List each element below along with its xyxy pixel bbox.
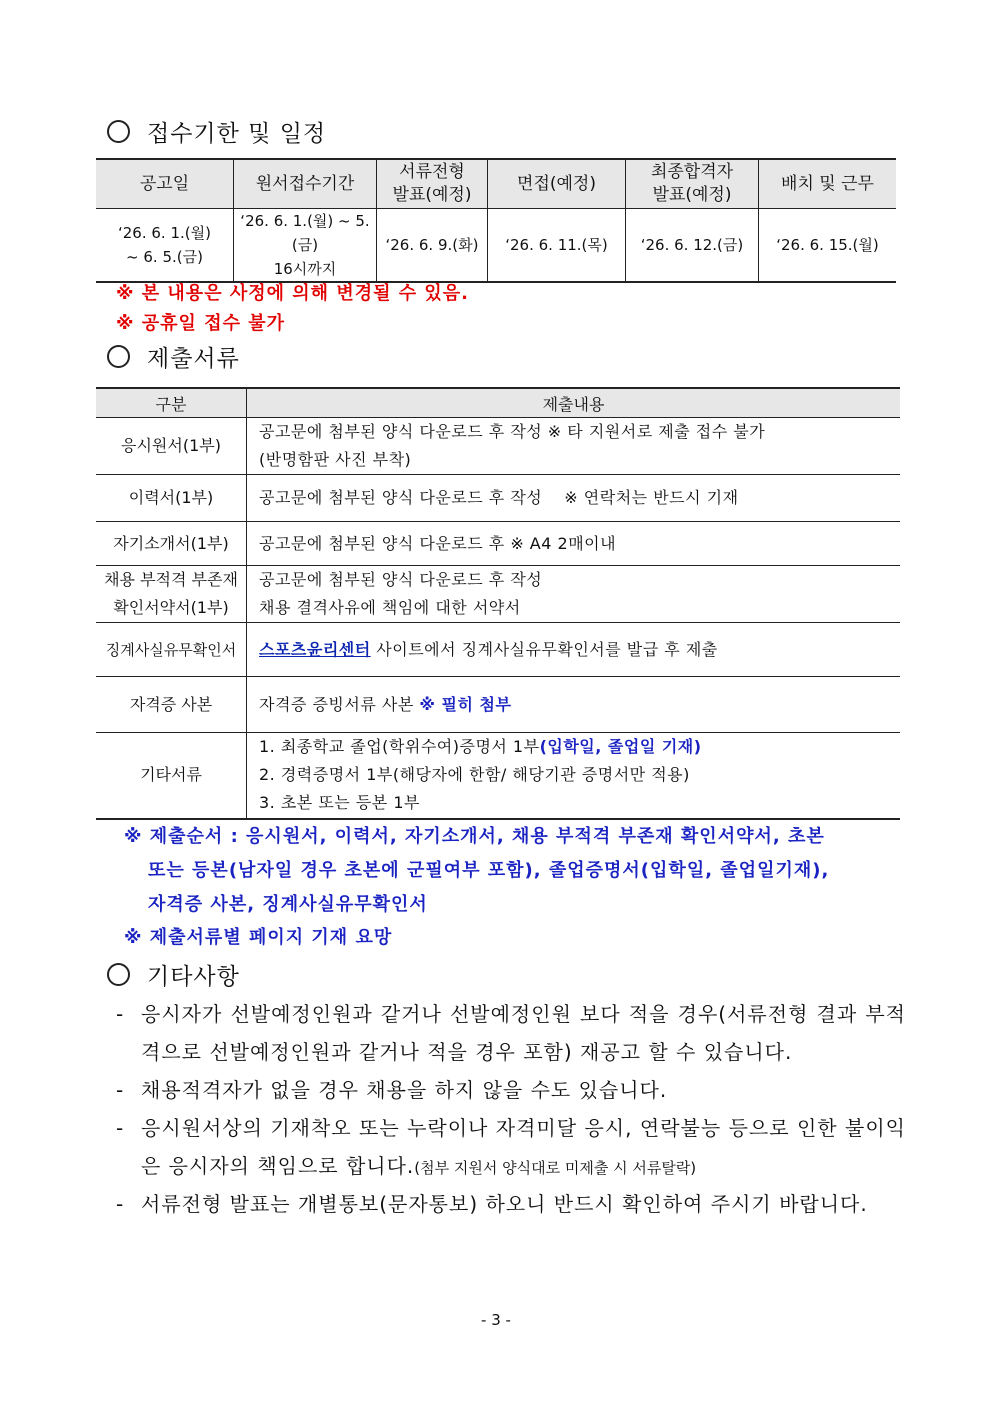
notice-change: ※ 본 내용은 사정에 의해 변경될 수 있음. xyxy=(116,283,470,304)
documents-table xyxy=(96,387,900,820)
header-cell: 배치 및 근무 xyxy=(759,159,897,209)
section-heading-misc xyxy=(107,958,240,991)
document-content: 공고문에 첨부된 양식 다운로드 후 작성 ※ 타 지원서로 제출 접수 불가 (반명함판 사진 부착) xyxy=(247,418,901,475)
document-content: 공고문에 첨부된 양식 다운로드 후 작성 ※ 연락처는 반드시 기재 xyxy=(247,475,901,522)
document-row xyxy=(96,522,900,566)
document-type: 채용 부적격 부존재 확인서약서(1부) xyxy=(96,566,247,623)
section-title: 제출서류 xyxy=(147,346,240,372)
document-content: 스포츠윤리센터 사이트에서 징계사실유무확인서를 발급 후 제출 xyxy=(247,623,901,677)
misc-item: - 응시자가 선발예정인원과 같거나 선발예정인원 보다 적을 경우(서류전형 결과 부적격으로 선발예정인원과 같거나 적을 경우 포함) 재공고 할 수 있습니다. xyxy=(116,1002,906,1064)
schedule-row xyxy=(96,209,896,283)
section-heading-documents xyxy=(107,340,240,373)
schedule-cell: ‘26. 6. 15.(월) xyxy=(759,209,897,283)
misc-item: - 채용적격자가 없을 경우 채용을 하지 않을 수도 있습니다. xyxy=(116,1078,668,1102)
document-row xyxy=(96,566,900,623)
document-type: 이력서(1부) xyxy=(96,475,247,522)
section-heading-schedule xyxy=(107,115,326,148)
page-number-note: ※ 제출서류별 페이지 기재 요망 xyxy=(124,927,393,948)
misc-item: - 응시원서상의 기재착오 또는 누락이나 자격미달 응시, 연락불능 등으로 인한 불이익은 응시자의 책임으로 합니다.(첨부 지원서 양식대로 미제출 시 서류탈락) xyxy=(116,1116,906,1178)
document-type: 징계사실유무확인서 xyxy=(96,623,247,677)
document-row xyxy=(96,623,900,677)
document-row xyxy=(96,418,900,475)
header-cell: 공고일 xyxy=(96,159,234,209)
notice-holiday: ※ 공휴일 접수 불가 xyxy=(116,313,286,334)
document-row xyxy=(96,677,900,733)
required-note: ※ 필히 첨부 xyxy=(419,694,512,714)
misc-item: - 서류전형 발표는 개별통보(문자통보) 하오니 반드시 확인하여 주시기 바랍니다. xyxy=(116,1192,868,1216)
document-type: 자격증 사본 xyxy=(96,677,247,733)
document-content: 자격증 증빙서류 사본 ※ 필히 첨부 xyxy=(247,677,901,733)
document-type: 응시원서(1부) xyxy=(96,418,247,475)
schedule-cell: ‘26. 6. 1.(월) ~ 6. 5.(금) xyxy=(96,209,234,283)
schedule-cell: ‘26. 6. 1.(월) ~ 5.(금) 16시까지 xyxy=(234,209,377,283)
page-number: - 3 - xyxy=(481,1311,511,1329)
document-content: 1. 최종학교 졸업(학위수여)증명서 1부(입학일, 졸업일 기재) 2. 경력증명서 1부(해당자에 한함/ 해당기관 증명서만 적용) 3. 초본 또는 등본 1부 xyxy=(247,733,901,819)
circle-bullet-icon xyxy=(107,963,130,986)
schedule-header-row xyxy=(96,159,896,209)
schedule-cell: ‘26. 6. 12.(금) xyxy=(626,209,759,283)
ethics-center-link[interactable]: 스포츠윤리센터 xyxy=(259,639,371,659)
document-row xyxy=(96,475,900,522)
document-content: 공고문에 첨부된 양식 다운로드 후 ※ A4 2매이내 xyxy=(247,522,901,566)
circle-bullet-icon xyxy=(107,345,130,368)
circle-bullet-icon xyxy=(107,120,130,143)
document-content: 공고문에 첨부된 양식 다운로드 후 작성 채용 결격사유에 책임에 대한 서약서 xyxy=(247,566,901,623)
header-cell: 제출내용 xyxy=(247,388,901,418)
documents-header-row xyxy=(96,388,900,418)
header-cell: 원서접수기간 xyxy=(234,159,377,209)
header-cell: 면접(예정) xyxy=(488,159,626,209)
section-title: 접수기한 및 일정 xyxy=(147,121,327,147)
document-type: 자기소개서(1부) xyxy=(96,522,247,566)
schedule-table xyxy=(96,158,896,283)
submission-order-note: ※ 제출순서 : 응시원서, 이력서, 자기소개서, 채용 부적격 부존재 확인서약서, 초본 또는 등본(남자일 경우 초본에 군필여부 포함), 졸업증명서(입학일, 졸업일기재), 자격증 사본, 징계사실유무확인서 xyxy=(124,826,830,915)
schedule-cell: ‘26. 6. 9.(화) xyxy=(377,209,488,283)
header-cell: 최종합격자 발표(예정) xyxy=(626,159,759,209)
schedule-cell: ‘26. 6. 11.(목) xyxy=(488,209,626,283)
header-cell: 구분 xyxy=(96,388,247,418)
document-row xyxy=(96,733,900,819)
document-type: 기타서류 xyxy=(96,733,247,819)
section-title: 기타사항 xyxy=(147,964,240,990)
header-cell: 서류전형 발표(예정) xyxy=(377,159,488,209)
